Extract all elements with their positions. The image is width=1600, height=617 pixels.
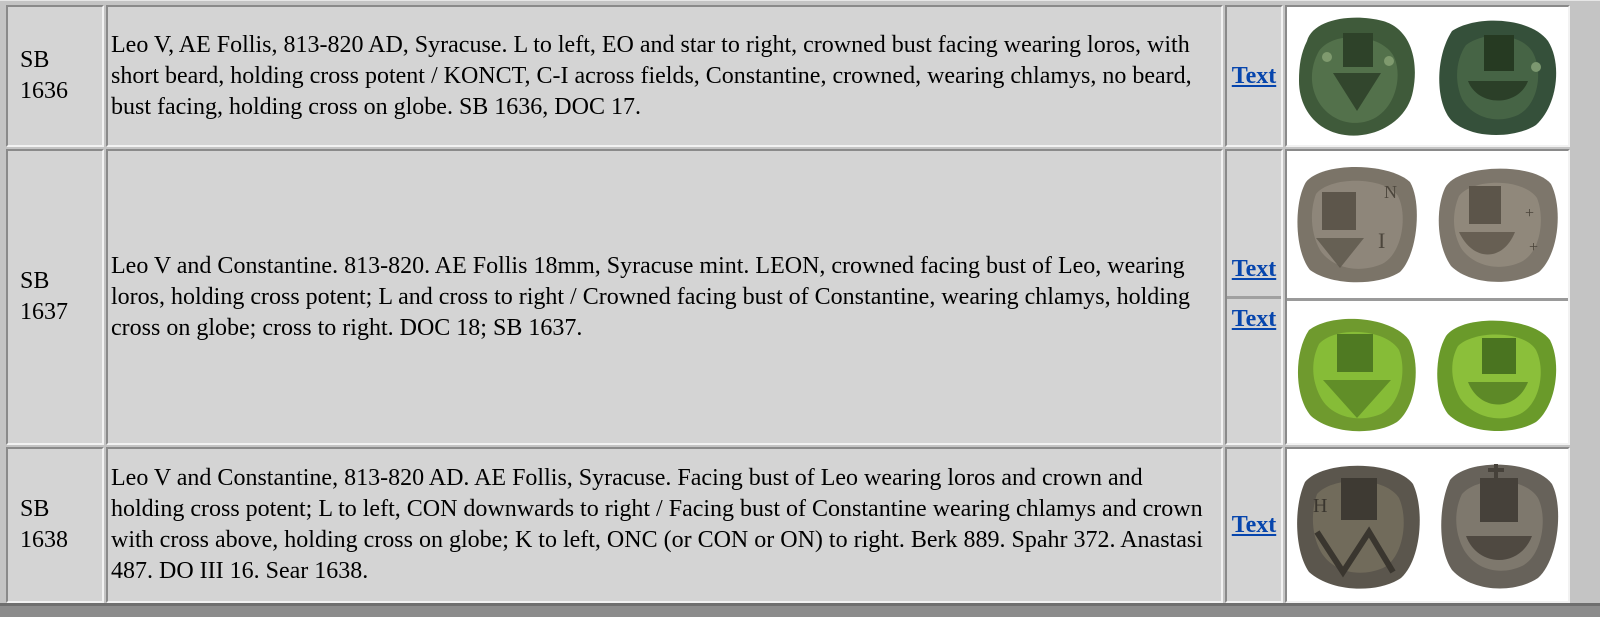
sb-number: SB 1638 [20, 496, 68, 553]
coin-description: Leo V, AE Follis, 813-820 AD, Syracuse. L to left, EO and star to right, crowned bust facing wearing loros, with short beard, holding cross potent / KONCT, C-I across fields, Constantine, crowned, wearing chlamys, no beard, bust facing, holding cross on globe. SB 1636, DOC 17. [111, 31, 1192, 120]
svg-text:H: H [1313, 495, 1328, 517]
sb-number: SB 1636 [20, 47, 68, 104]
description-cell [106, 447, 1223, 603]
description-cell [106, 5, 1223, 147]
sb-number-cell [6, 5, 104, 147]
coin-obverse-image [1293, 11, 1421, 141]
coin-obverse-image [1292, 158, 1422, 286]
text-link[interactable]: Text [1231, 62, 1277, 89]
table-bottom-border [0, 603, 1600, 617]
description-cell [106, 149, 1223, 445]
coin-image-cell [1285, 447, 1570, 603]
svg-text:I: I [1378, 228, 1386, 253]
text-link[interactable]: Text [1231, 305, 1277, 332]
text-link-cell [1225, 447, 1283, 603]
coin-reverse-image [1433, 158, 1563, 286]
text-link[interactable]: Text [1231, 511, 1277, 538]
image-divider [1287, 298, 1568, 301]
coin-reverse-image [1438, 456, 1562, 594]
coin-image-cell [1285, 149, 1570, 445]
svg-text:N: N [1384, 182, 1398, 202]
coin-reverse-image [1432, 310, 1562, 436]
svg-text:+: + [1524, 205, 1534, 222]
coin-obverse-image [1293, 310, 1421, 436]
sb-number-cell [6, 149, 104, 445]
text-link-cell [1225, 149, 1283, 445]
text-link-cell [1225, 5, 1283, 147]
coin-description: Leo V and Constantine. 813-820. AE Follis 18mm, Syracuse mint. LEON, crowned facing bust of Leo, wearing loros, holding cross potent; L and cross to right / Crowned facing bust of Constantine, wearing chlamys, holding cross on globe; cross to right. DOC 18; SB 1637. [111, 252, 1190, 341]
svg-text:+: + [1528, 239, 1538, 256]
sb-number: SB 1637 [20, 268, 68, 325]
coin-reverse-image [1432, 11, 1562, 141]
text-link[interactable]: Text [1231, 256, 1277, 282]
sb-number-cell [6, 447, 104, 603]
coin-obverse-image [1293, 456, 1425, 594]
coin-description: Leo V and Constantine, 813-820 AD. AE Follis, Syracuse. Facing bust of Leo wearing loros and crown and holding cross potent; L to left, CON downwards to right / Facing bust of Constantine wearing chlamys and crown with cross above, holding cross on globe; K to left, ONC (or CON or ON) to right. Berk 889. Spahr 372. Anastasi 487. DO III 16. Sear 1638. [111, 465, 1203, 584]
coin-image-cell [1285, 5, 1570, 147]
